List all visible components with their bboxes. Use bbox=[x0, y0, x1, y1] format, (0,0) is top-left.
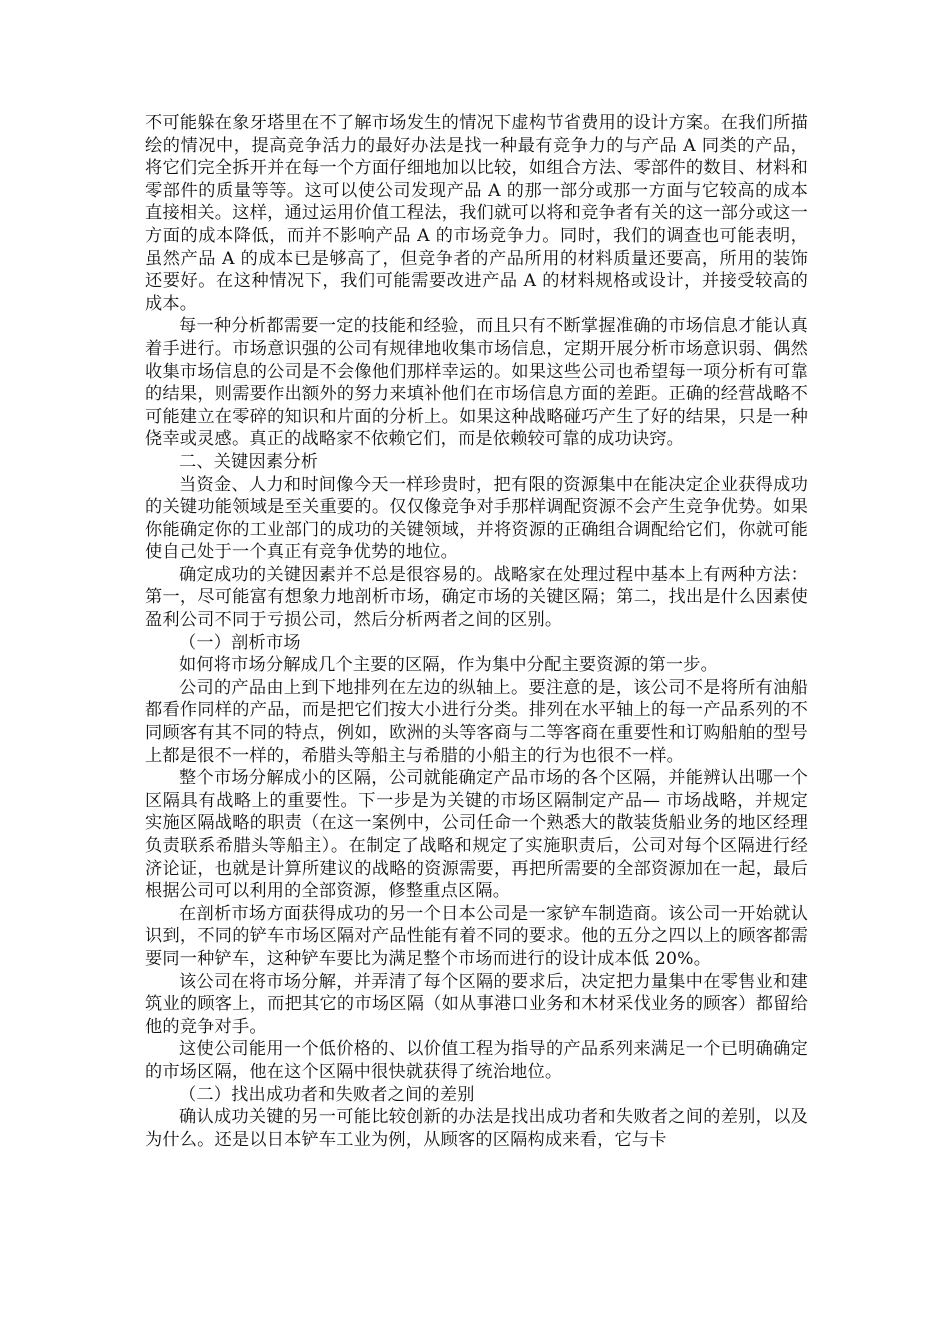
body-paragraph: 不可能躲在象牙塔里在不了解市场发生的情况下虚构节省费用的设计方案。在我们所描绘的情况中，提高竞争活力的最好办法是找一种最有竞争力的与产品 A 同类的产品，将它们完全拆开并在每一个方面仔细地加以比较，如组合方法、零部件的数目、材料和零部件的质量等等。这可以使公司发现产品 A 的那一部分或那一方面与它较高的成本直接相关。这样，通过运用价值工程法，我们就可以将和竞争者有关的这一部分或这一方面的成本降低，而并不影响产品 A 的市场竞争力。同时，我们的调查也可能表明，虽然产品 A 的成本已是够高了，但竞争者的产品所用的材料质量还要高，所用的装饰还要好。在这种情况下，我们可能需要改进产品 A 的材料规格或设计，并接受较高的成本。 bbox=[145, 113, 808, 314]
body-paragraph: 公司的产品由上到下地排列在左边的纵轴上。要注意的是，该公司不是将所有油船都看作同样的产品，而是把它们按大小进行分类。排列在水平轴上的每一产品系列的不同顾客有其不同的特点，例如，欧洲的头等客商与二等客商在重要性和订购船舶的型号上都是很不一样的，希腊头等船主与希腊的小船主的行为也很不一样。 bbox=[145, 677, 808, 766]
subsection-heading: （二）找出成功者和失败者之间的差别 bbox=[179, 1084, 475, 1105]
subsection-heading: （一）剖析市场 bbox=[179, 632, 301, 653]
body-paragraph: 当资金、人力和时间像今天一样珍贵时，把有限的资源集中在能决定企业获得成功的关键功能领域是至关重要的。仅仅像竞争对手那样调配资源不会产生竞争优势。如果你能确定你的工业部门的成功的关键领域，并将资源的正确组合调配给它们，你就可能使自己处于一个真正有竞争优势的地位。 bbox=[145, 474, 808, 563]
body-paragraph: 该公司在将市场分解，并弄清了每个区隔的要求后，决定把力量集中在零售业和建筑业的顾客上，而把其它的市场区隔（如从事港口业务和木材采伐业务的顾客）都留给他的竞争对手。 bbox=[145, 971, 808, 1037]
body-paragraph: 确定成功的关键因素并不总是很容易的。战略家在处理过程中基本上有两种方法：第一，尽可能富有想象力地剖析市场，确定市场的关键区隔；第二，找出是什么因素使盈利公司不同于亏损公司，然后分析两者之间的区别。 bbox=[145, 564, 808, 631]
body-paragraph: 整个市场分解成小的区隔，公司就能确定产品市场的各个区隔，并能辨认出哪一个区隔具有战略上的重要性。下一步是为关键的市场区隔制定产品— 市场战略，并规定实施区隔战略的职责（在这一案例中，公司任命一个熟悉大的散装货船业务的地区经理负责联系希腊头等船主）。在制定了战略和规定了实施职责后，公司对每个区隔进行经济论证，也就是计算所建议的战略的资源需要，再把所需要的全部资源加在一起，最后根据公司可以利用的全部资源，修整重点区隔。 bbox=[145, 768, 808, 902]
document-page bbox=[145, 112, 808, 1151]
body-paragraph: 确认成功关键的另一可能比较创新的办法是找出成功者和失败者之间的差别，以及为什么。还是以日本铲车工业为例，从顾客的区隔构成来看，它与卡 bbox=[145, 1107, 808, 1150]
body-paragraph: 这使公司能用一个低价格的、以价值工程为指导的产品系列来满足一个已明确确定的市场区隔，他在这个区隔中很快就获得了统治地位。 bbox=[145, 1039, 808, 1082]
body-paragraph: 每一种分析都需要一定的技能和经验，而且只有不断掌握准确的市场信息才能认真着手进行。市场意识强的公司有规律地收集市场信息，定期开展分析市场意识弱、偶然收集市场信息的公司是不会像他们那样幸运的。如果这些公司也希望每一项分析有可靠的结果，则需要作出额外的努力来填补他们在市场信息方面的差距。正确的经营战略不可能建立在零碎的知识和片面的分析上。如果这种战略碰巧产生了好的结果，只是一种侥幸或灵感。真正的战略家不依赖它们，而是依赖较可靠的成功诀窍。 bbox=[145, 316, 808, 450]
section-heading: 二、关键因素分析 bbox=[179, 451, 319, 472]
body-paragraph: 在剖析市场方面获得成功的另一个日本公司是一家铲车制造商。该公司一开始就认识到，不同的铲车市场区隔对产品性能有着不同的要求。他的五分之四以上的顾客都需要同一种铲车，这种铲车要比为满足整个市场而进行的设计成本低 20%。 bbox=[145, 903, 808, 969]
body-paragraph: 如何将市场分解成几个主要的区隔，作为集中分配主要资源的第一步。 bbox=[179, 655, 719, 676]
